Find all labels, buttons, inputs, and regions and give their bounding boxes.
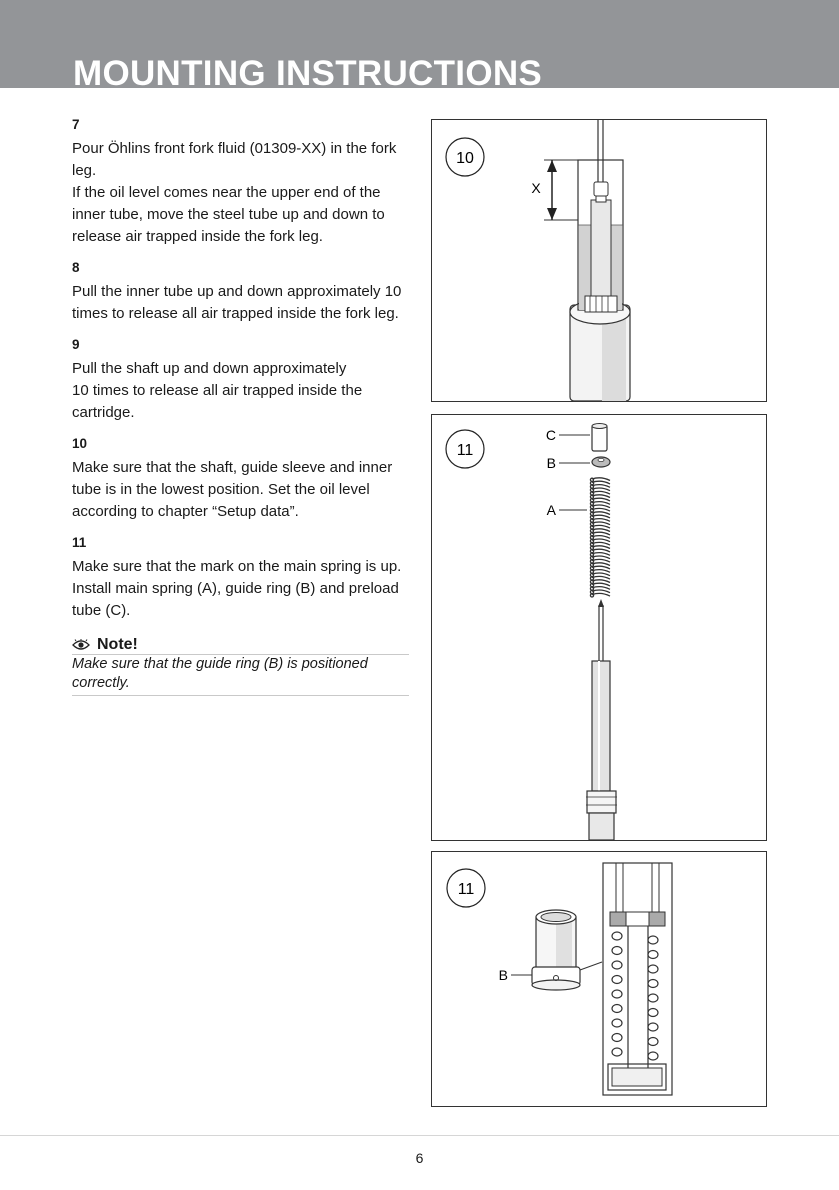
figure-guide-ring-detail bbox=[431, 851, 767, 1107]
step-text: Make sure that the mark on the main spring is up. Install main spring (A), guide ring (B) and preload tube (C). bbox=[72, 558, 402, 619]
figure-oil-level bbox=[431, 119, 767, 402]
dimension-label-x: X bbox=[531, 180, 541, 196]
step-10 bbox=[72, 433, 412, 523]
step-text: Pull the shaft up and down approximately bbox=[72, 360, 347, 377]
spring-exploded-illustration bbox=[432, 415, 766, 840]
note-text: Make sure that the guide ring (B) is positioned correctly. bbox=[72, 655, 409, 696]
step-text: If the oil level comes near the upper end of the inner tube, move the steel tube up and down to release air trapped inside the fork leg. bbox=[72, 184, 385, 245]
page-title: MOUNTING INSTRUCTIONS bbox=[73, 54, 543, 88]
guide-ring-detail-illustration bbox=[432, 852, 766, 1106]
step-number: 11 bbox=[72, 535, 87, 550]
part-label-b: B bbox=[546, 455, 556, 471]
part-label-b: B bbox=[498, 967, 508, 983]
step-8 bbox=[72, 257, 412, 325]
figure-number: 11 bbox=[457, 881, 475, 898]
figure-number: 11 bbox=[456, 442, 474, 459]
step-text: 10 times to release all air trapped inside the cartridge. bbox=[72, 382, 363, 421]
step-7 bbox=[72, 114, 412, 248]
page-header bbox=[0, 0, 839, 88]
main-spring bbox=[590, 478, 610, 597]
step-number: 7 bbox=[72, 117, 80, 132]
step-text: Make sure that the shaft, guide sleeve and inner tube is in the lowest position. Set the oil level according to chapter “Setup data”. bbox=[72, 459, 393, 520]
step-text: Pull the inner tube up and down approximately 10 times to release all air trapped inside the fork leg. bbox=[72, 283, 402, 322]
figure-spring-assembly bbox=[431, 414, 767, 841]
step-text: Pour Öhlins front fork fluid (01309-XX) in the fork leg. bbox=[72, 140, 397, 179]
figure-number: 10 bbox=[456, 150, 474, 167]
step-number: 9 bbox=[72, 337, 80, 352]
fork-oil-level-illustration bbox=[432, 120, 766, 401]
step-11 bbox=[72, 532, 412, 622]
part-label-c: C bbox=[545, 427, 556, 443]
note-heading bbox=[72, 635, 409, 655]
page-number: 6 bbox=[415, 1150, 424, 1166]
instructions-column bbox=[72, 114, 412, 696]
note-box bbox=[72, 635, 409, 696]
step-9 bbox=[72, 334, 412, 424]
step-number: 8 bbox=[72, 260, 80, 275]
eye-icon bbox=[72, 639, 90, 651]
footer-divider bbox=[0, 1135, 839, 1136]
note-title: Note! bbox=[97, 636, 138, 653]
part-label-a: A bbox=[546, 502, 556, 518]
step-number: 10 bbox=[72, 436, 88, 451]
